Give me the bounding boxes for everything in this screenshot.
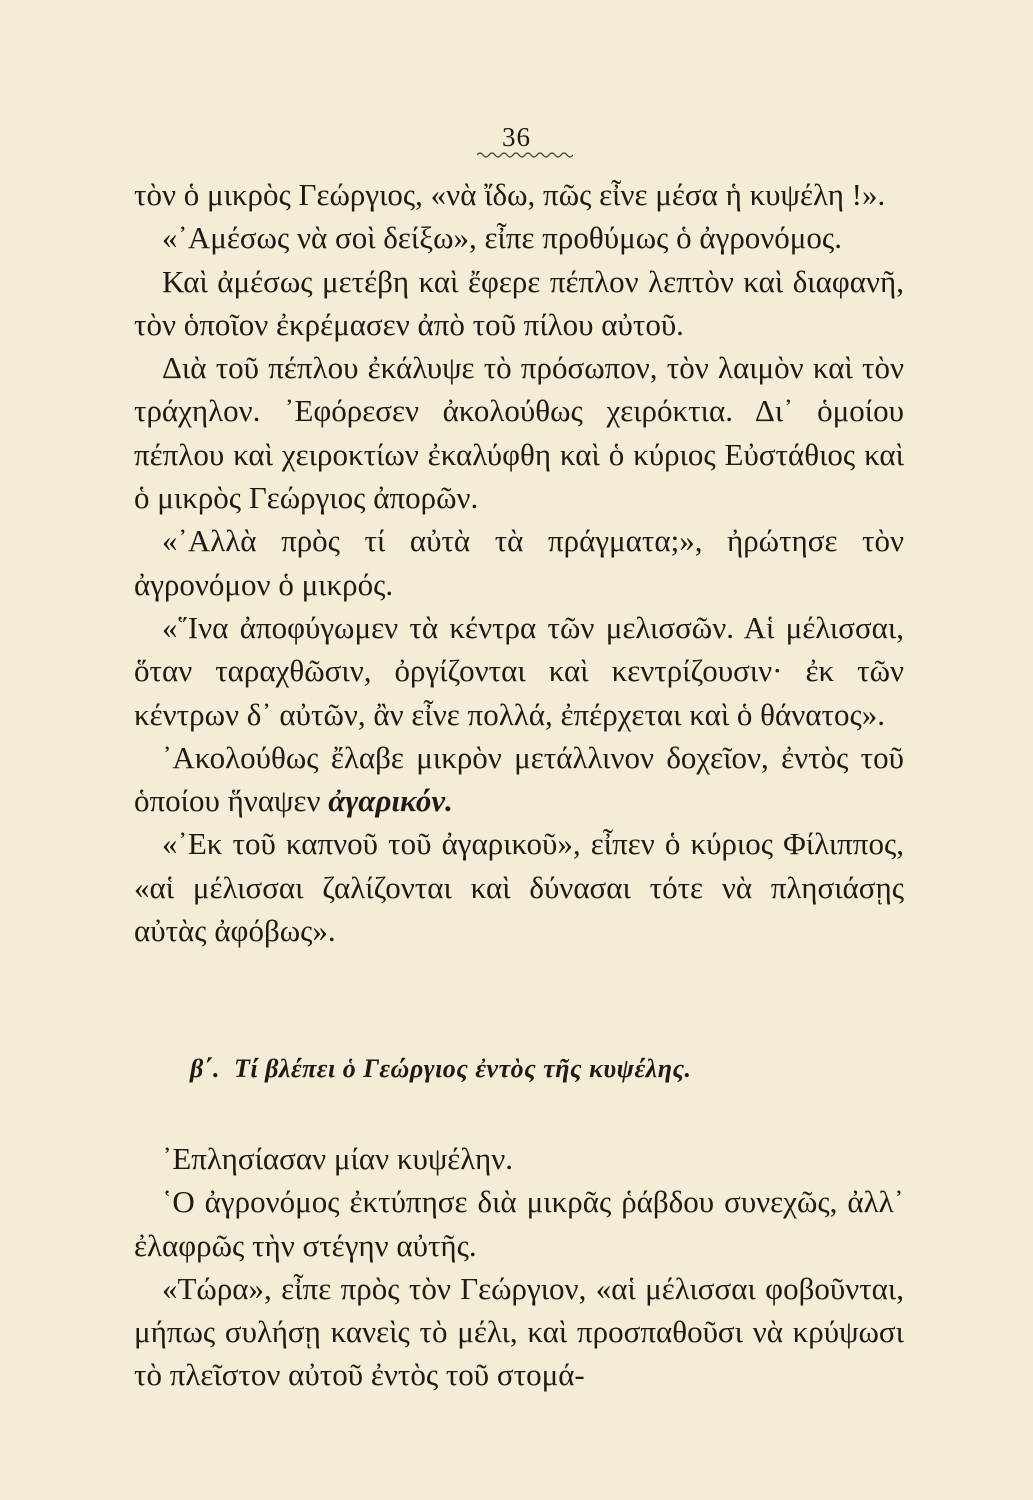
paragraph-agarikon xyxy=(134,736,904,823)
body-text-bottom xyxy=(134,1137,904,1397)
paragraph: «῞Ινα ἀποφύγωμεν τὰ κέντρα τῶν μελισσῶν. Αἱ μέλισσαι, ὅταν ταραχθῶσιν, ὀργίζονται καὶ κεντρίζουσιν· ἐκ τῶν κέντρων δ᾽ αὐτῶν, ἂν εἶνε πολλά, ἐπέρχεται καὶ ὁ θάνατος». xyxy=(134,609,904,732)
emphasized-term: ἀγαρικόν. xyxy=(328,783,453,819)
paragraph: «Τώρα», εἶπε πρὸς τὸν Γεώργιον, «αἱ μέλισσαι φοβοῦνται, μήπως συλήσῃ κανεὶς τὸ μέλι, καὶ προσπαθοῦσι νὰ κρύψωσι τὸ πλεῖστον αὐτοῦ ἐντὸς τοῦ στομά- xyxy=(134,1270,904,1393)
paragraph: Καὶ ἀμέσως μετέβη καὶ ἔφερε πέπλον λεπτὸν καὶ διαφανῆ, τὸν ὁποῖον ἐκρέμασεν ἀπὸ τοῦ πίλου αὐτοῦ. xyxy=(134,263,904,342)
paragraph: τὸν ὁ μικρὸς Γεώργιος, «νὰ ἴδω, πῶς εἶνε μέσα ἡ κυψέλη !». xyxy=(134,177,886,212)
paragraph-text: ᾽Ακολούθως ἔλαβε μικρὸν μετάλλινον δοχεῖον, ἐντὸς τοῦ ὁποίου ἥναψεν xyxy=(134,739,904,819)
body-text-top xyxy=(134,173,904,952)
paragraph: ᾽Επλησίασαν μίαν κυψέλην. xyxy=(162,1141,513,1176)
page-number: 36 xyxy=(502,122,531,152)
paragraph: «᾽Αλλὰ πρὸς τί αὐτὰ τὰ πράγματα;», ἠρώτησε τὸν ἀγρονόμον ὁ μικρός. xyxy=(134,523,904,602)
section-heading xyxy=(190,1054,890,1084)
section-number: β΄. xyxy=(190,1054,220,1083)
wavy-rule-ornament xyxy=(477,150,573,160)
paragraph: ῾Ο ἀγρονόμος ἐκτύπησε διὰ μικρᾶς ῥάβδου συνεχῶς, ἀλλ᾽ ἐλαφρῶς τὴν στέγην αὐτῆς. xyxy=(134,1184,904,1263)
page-number-area xyxy=(0,122,1033,153)
paragraph: «᾽Εκ τοῦ καπνοῦ τοῦ ἀγαρικοῦ», εἶπεν ὁ κύριος Φίλιππος, «αἱ μέλισσαι ζαλίζονται καὶ δύνασαι τότε νὰ πλησιάσῃς αὐτὰς ἀφόβως». xyxy=(134,826,904,949)
paragraph: Διὰ τοῦ πέπλου ἐκάλυψε τὸ πρόσωπον, τὸν λαιμὸν καὶ τὸν τράχηλον. ᾽Εφόρεσεν ἀκολούθως χειρόκτια. Δι᾽ ὁμοίου πέπλου καὶ χειροκτίων ἐκαλύφθη καὶ ὁ κύριος Εὐστάθιος καὶ ὁ μικρὸς Γεώργιος ἀπορῶν. xyxy=(134,350,904,516)
paragraph: «᾽Αμέσως νὰ σοὶ δείξω», εἶπε προθύμως ὁ ἀγρονόμος. xyxy=(162,220,842,256)
section-title: Τί βλέπει ὁ Γεώργιος ἐντὸς τῆς κυψέλης. xyxy=(233,1054,692,1083)
